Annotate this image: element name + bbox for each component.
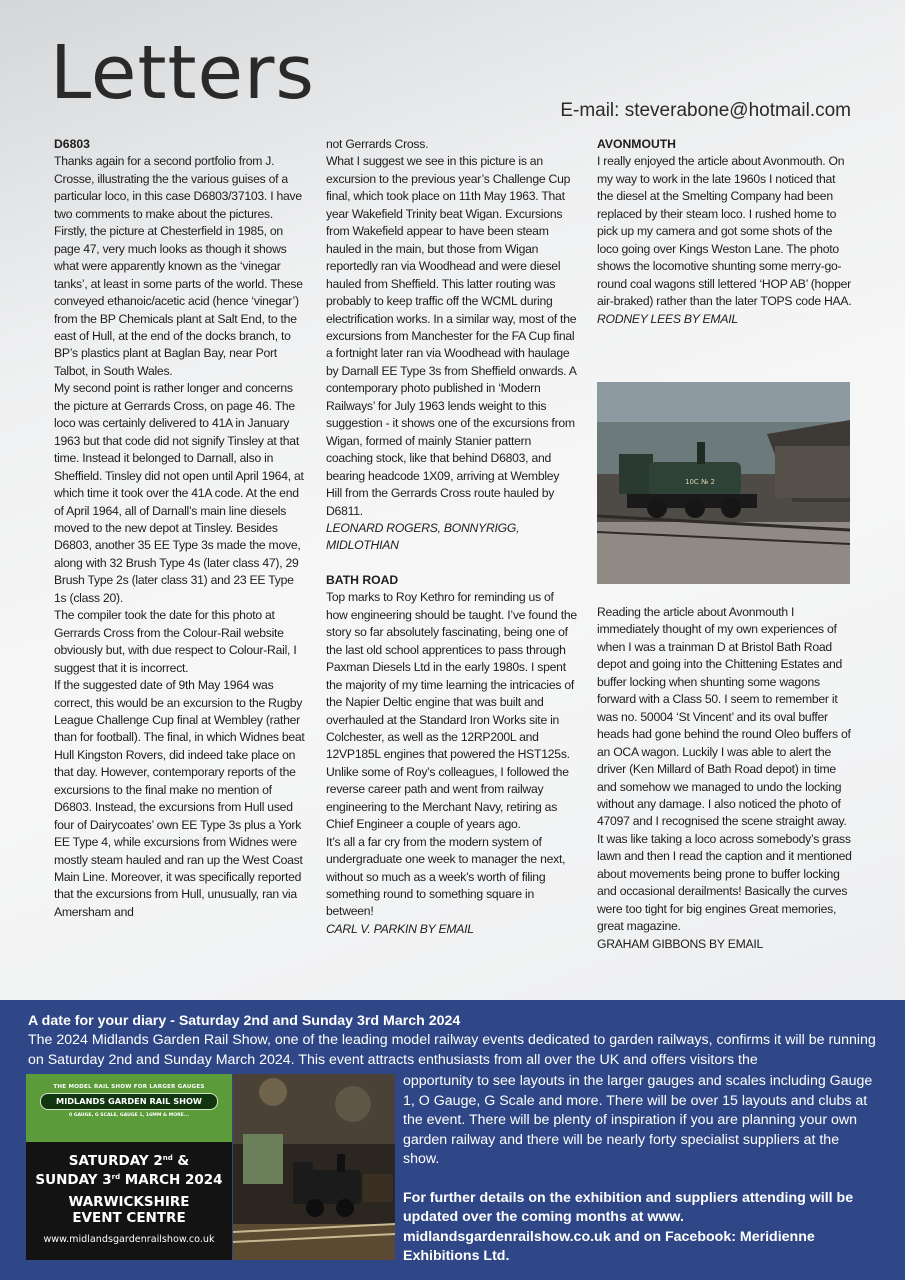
column-3	[597, 136, 853, 328]
paragraph: What I suggest we see in this picture is an excursion to the previous year’s Challenge Cup final, which took place on 11th May 1963. That year Wakefield Trinity beat Wigan. Excursions from Wakefield appear to have been steam hauled in the main, but those from Wigan reportedly ran via Woodhead and were diesel hauled from Sheffield. This latter routing was probably to keep traffic off the WCML during electrification works. In a similar way, most of the excursions from Manchester for the FA Cup final a fortnight later ran via Woodhead with haulage by Darnall EE Type 3s from Sheffield onwards. A contemporary photo published in ‘Modern Railways’ for July 1963 lends weight to this suggestion - it shows one of the excursions from Wigan, formed of mainly Stanier pattern coaching stock, like that behind D6803, and bearing headcode 1X09, arriving at Wembley Hill from the Gerrards Cross route hauled by D6811.	[326, 154, 577, 518]
letter-signature: RODNEY LEES BY EMAIL	[597, 311, 738, 326]
paragraph: Thanks again for a second portfolio from J. Crosse, illustrating the the various guises of a particular loco, in this case D6803/37103. I have two comments to make about the pictures.	[54, 154, 302, 221]
column-1	[54, 136, 306, 921]
poster-day1-suffix: nd	[162, 1154, 173, 1162]
loco-number: 10C № 2	[685, 478, 715, 486]
garden-railway-photo	[233, 1074, 395, 1260]
letter-heading: AVONMOUTH	[597, 137, 676, 151]
poster-day2-suffix: rd	[111, 1173, 121, 1181]
paragraph: I really enjoyed the article about Avonmouth. On my way to work in the late 1960s I noticed that the diesel at the Smelting Company had been replaced by their steam loco. I rushed home to pick up my camera and got some shots of the loco going over Kings Weston Lane. The photo shows the locomotive shunting some merry-go-round coal wagons still lettered ‘HOP AB’ (hopper air-braked) rather than the later TOPS code HAA.	[597, 154, 852, 309]
paragraph: not Gerrards Cross.	[326, 137, 429, 151]
contact-email: E-mail: steverabone@hotmail.com	[560, 100, 851, 121]
banner-body-continued: opportunity to see layouts in the larger gauges and scales including Gauge 1, O Gauge, G Scale and more. There will be over 15 layouts and clubs at the event. There will be plenty of inspiration if you are planning your own garden railway and there will be nearly forty specialist suppliers at the show.	[403, 1073, 873, 1167]
poster-venue	[26, 1194, 232, 1226]
poster-day2: SUNDAY 3	[35, 1172, 112, 1188]
letter-heading: D6803	[54, 137, 90, 151]
poster-url: www.midlandsgardenrailshow.co.uk	[43, 1234, 215, 1245]
paragraph: Reading the article about Avonmouth I immediately thought of my own experiences of when I was a trainman D at Bristol Bath Road depot and going into the Chittening Estates and buffer locking when shunting some wagons forward with a Class 50. I seem to remember it was no. 50004 ‘St Vincent’ and its oval buffer heads had gone behind the round Oleo buffers of an OCA wagon. Luckily I was able to alert the driver (Ken Millard of Bath Road depot) in time and somehow we managed to undo the locking without any damage. I also noticed the photo of 47097 and I recognised the scene straight away. It was like taking a loco across somebody’s grass lawn and then I read the caption and it mentioned about movements being prone to buffer locking and occasional derailments! Basically the curves were too tight for big engines Great memories, great magazine.	[597, 605, 852, 934]
show-poster	[26, 1074, 232, 1260]
poster-tagline: THE MODEL RAIL SHOW FOR LARGER GAUGES	[53, 1084, 205, 1090]
paragraph: Firstly, the picture at Chesterfield in 1985, on page 47, very much looks as though it shows what were apparently known as the ‘vinegar tanks’, at least in some parts of the world. These conveyed ethanoic/acetic acid (hence ‘vinegar’) from the BP Chemicals plant at Salt End, to the east of Hull, at the end of the docks branch, to BP’s plastics plant at Baglan Bay, near Port Talbot, in South Wales.	[54, 224, 303, 378]
page-title: Letters	[50, 30, 315, 116]
paragraph: If the suggested date of 9th May 1964 was correct, this would be an excursion to the Rugby League Challenge Cup final at Wembley (rather than for football). The final, in which Widnes beat Hull Kingston Rovers, did indeed take place on that day. However, contemporary reports of the excursions to the final make no mention of D6803. Instead, the excursions from Hull used four of Dairycoates’ own EE Type 3s plus a York EE Type 4, while excursions from Widnes were mostly steam hauled and ran up the West Coast Main Line. Moreover, it was specifically reported that the excursions from Hull, unusually, ran via Amersham and	[54, 678, 305, 919]
banner-side-text	[403, 1072, 873, 1267]
banner-body: The 2024 Midlands Garden Rail Show, one of the leading model railway events dedicated to garden railways, confirms it will be running on Saturday 2nd and Sunday March 2024. This event attracts enthusiasts from all over the UK and offers visitors the	[28, 1032, 876, 1068]
paragraph: My second point is rather longer and concerns the picture at Gerrards Cross, on page 46. The loco was certainly delivered to 41A in January 1963 but that code did not signify Tinsley at that time. Instead it belonged to Darnall, also in Sheffield. Tinsley did not open until April 1964, at which time it took over the 41A code. At the end of April 1964, all of Darnall’s main line diesels moved to the new depot at Tinsley. Besides D6803, another 35 EE Type 3s made the move, along with 32 Brush Type 4s (later class 47), 29 Brush Type 2s (later class 31) and 23 EE Type 1s (class 20).	[54, 381, 304, 605]
poster-header	[26, 1074, 232, 1142]
banner-heading: A date for your diary - Saturday 2nd and Sunday 3rd March 2024	[28, 1013, 461, 1029]
spacer	[326, 555, 578, 572]
paragraph: It’s all a far cry from the modern system of undergraduate one week to manager the next, without so much as a week’s worth of filing something round to something square in between!	[326, 834, 566, 919]
poster-day1-tail: &	[172, 1153, 190, 1169]
banner-more-info: For further details on the exhibition and suppliers attending will be updated over the coming months at www. midlandsgardenrailshow.co.uk and on Facebook: Meridienne Exhibitions Ltd.	[403, 1189, 854, 1264]
letter-heading: BATH ROAD	[326, 572, 399, 587]
poster-day1: SATURDAY 2	[68, 1153, 163, 1169]
letter-signature: CARL V. PARKIN BY EMAIL	[326, 921, 474, 936]
poster-venue-line1: WARWICKSHIRE	[68, 1194, 190, 1210]
steam-loco-photo	[597, 382, 850, 584]
paragraph: Top marks to Roy Kethro for reminding us of how engineering should be taught. I’ve found the story so far absolutely fascinating, being one of the last old school apprentices to pass through Paxman Diesels Ltd in the early 1980s. I spent the majority of my time learning the intricacies of the Napier Deltic engine that was built and overhauled at the Standard Iron Works site in Colchester, as well as the 12RP200L and 12VP185L engines that powered the HST125s. Unlike some of Roy’s colleagues, I followed the reverse career path and went from railway engineering to the Merchant Navy, retiring as Chief Engineer a couple of years ago.	[326, 590, 577, 832]
poster-day2-tail: MARCH 2024	[120, 1172, 223, 1188]
column-2	[326, 136, 578, 938]
poster-venue-line2: EVENT CENTRE	[72, 1210, 186, 1226]
poster-subline: 0 GAUGE, G SCALE, GAUGE 1, 16MM & MORE...	[68, 1113, 190, 1118]
event-banner	[0, 1000, 905, 1280]
column-3-continued	[597, 604, 853, 953]
paragraph: The compiler took the date for this photo at Gerrards Cross from the Colour-Rail website obviously but, with due respect to Colour-Rail, I suggest that it is incorrect.	[54, 608, 297, 675]
poster-dates	[26, 1150, 232, 1188]
letter-signature: GRAHAM GIBBONS BY EMAIL	[597, 936, 764, 951]
poster-show-name: MIDLANDS GARDEN RAIL SHOW	[40, 1093, 218, 1110]
letter-signature: LEONARD ROGERS, BONNYRIGG, MIDLOTHIAN	[326, 520, 520, 553]
